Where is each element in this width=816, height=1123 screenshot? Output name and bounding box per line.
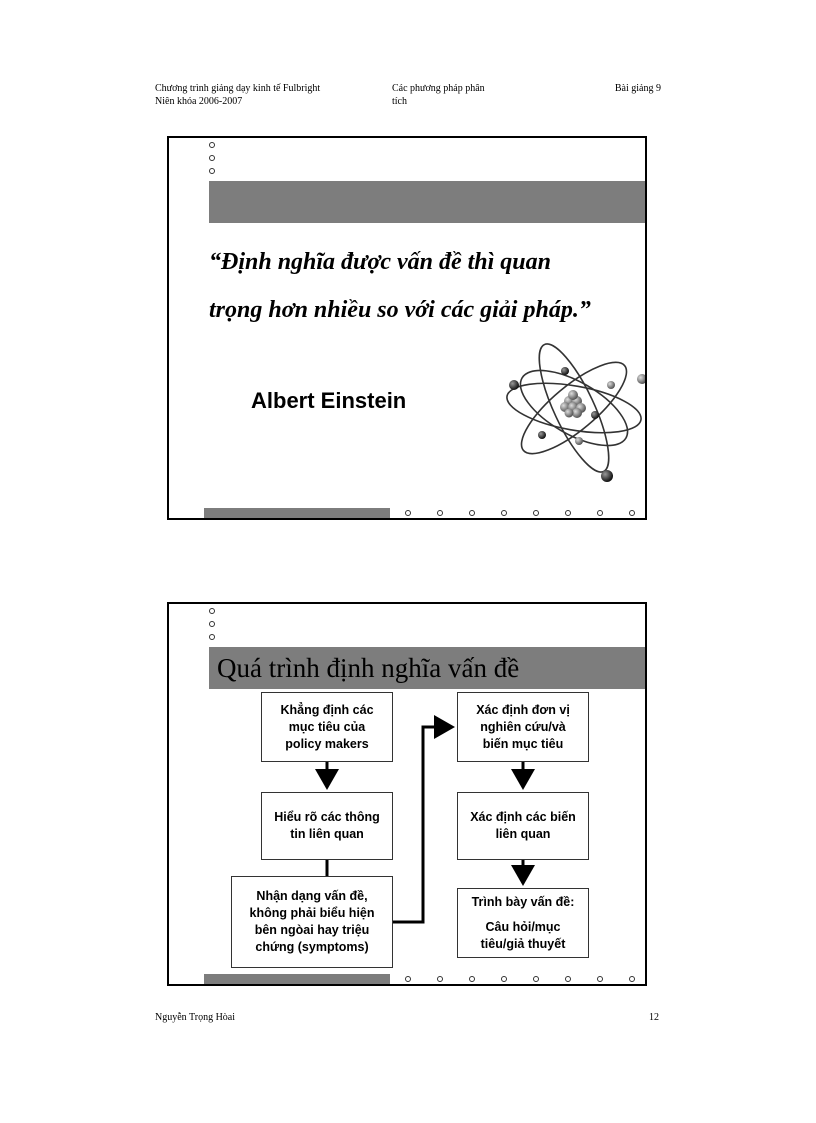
flow-step-text: Trình bày vấn đề: — [471, 894, 575, 909]
footer-page-number: 12 — [649, 1012, 659, 1023]
flow-step-text: biến mục tiêu — [482, 736, 564, 751]
flow-step-define-unit — [457, 692, 589, 762]
flow-step-understand-info — [261, 792, 393, 860]
flow-step-text: mục tiêu của — [288, 719, 366, 734]
slide-problem-definition-process — [167, 602, 647, 986]
header-subject — [392, 82, 532, 108]
flow-step-text: tiêu/giả thuyết — [480, 936, 566, 951]
slide-decor-dots-bottom — [405, 976, 635, 982]
header-course — [155, 82, 375, 108]
atom-nucleus — [560, 390, 586, 418]
header-lecture-number: Bài giảng 9 — [614, 83, 661, 94]
slide-title: Quá trình định nghĩa vấn đề — [217, 653, 520, 683]
flow-step-text: tin liên quan — [290, 827, 364, 841]
flow-step-text: bên ngòai hay triệu — [254, 923, 370, 937]
quote-line-1: “Định nghĩa được vấn đề thì quan — [209, 249, 551, 275]
slide-einstein-quote — [167, 136, 647, 520]
flow-step-text: Xác định các biến — [470, 810, 576, 824]
quote-line-2: trọng hơn nhiều so với các giải pháp.” — [209, 297, 591, 323]
flow-step-text: Khẳng định các — [280, 702, 374, 717]
flow-step-text: chứng (symptoms) — [255, 940, 369, 954]
header-subject-line2: tích — [392, 96, 407, 107]
header-subject-line1: Các phương pháp phân — [392, 83, 485, 94]
header-academic-year: Niên khóa 2006-2007 — [155, 96, 243, 107]
flow-step-text: Xác định đơn vị — [476, 702, 570, 717]
slide-bottom-bar — [204, 508, 390, 518]
atom-illustration — [499, 333, 647, 488]
slide-decor-dots-top — [209, 142, 217, 181]
slide-title-bar — [209, 181, 645, 223]
einstein-quote — [209, 238, 629, 334]
flow-step-text: Hiểu rõ các thông — [274, 810, 380, 824]
flow-step-text: Nhận dạng vấn đề, — [256, 889, 368, 903]
flow-step-text: Câu hỏi/mục — [485, 919, 561, 934]
flow-step-identify-problem — [231, 876, 393, 968]
flow-step-text: policy makers — [285, 736, 369, 751]
flow-step-present-problem — [457, 888, 589, 958]
slide-bottom-bar — [204, 974, 390, 984]
flow-step-define-variables — [457, 792, 589, 860]
flow-step-text: liên quan — [495, 827, 551, 841]
flow-step-text: nghiên cứu/và — [480, 719, 566, 734]
footer-author: Nguyễn Trọng Hòai — [155, 1012, 236, 1023]
flow-step-confirm-objectives — [261, 692, 393, 762]
slide-decor-dots-bottom — [405, 510, 635, 516]
flow-step-text: không phải biểu hiện — [249, 906, 375, 920]
header-course-name: Chương trình giảng dạy kinh tế Fulbright — [155, 83, 321, 94]
quote-author: Albert Einstein — [251, 388, 407, 413]
